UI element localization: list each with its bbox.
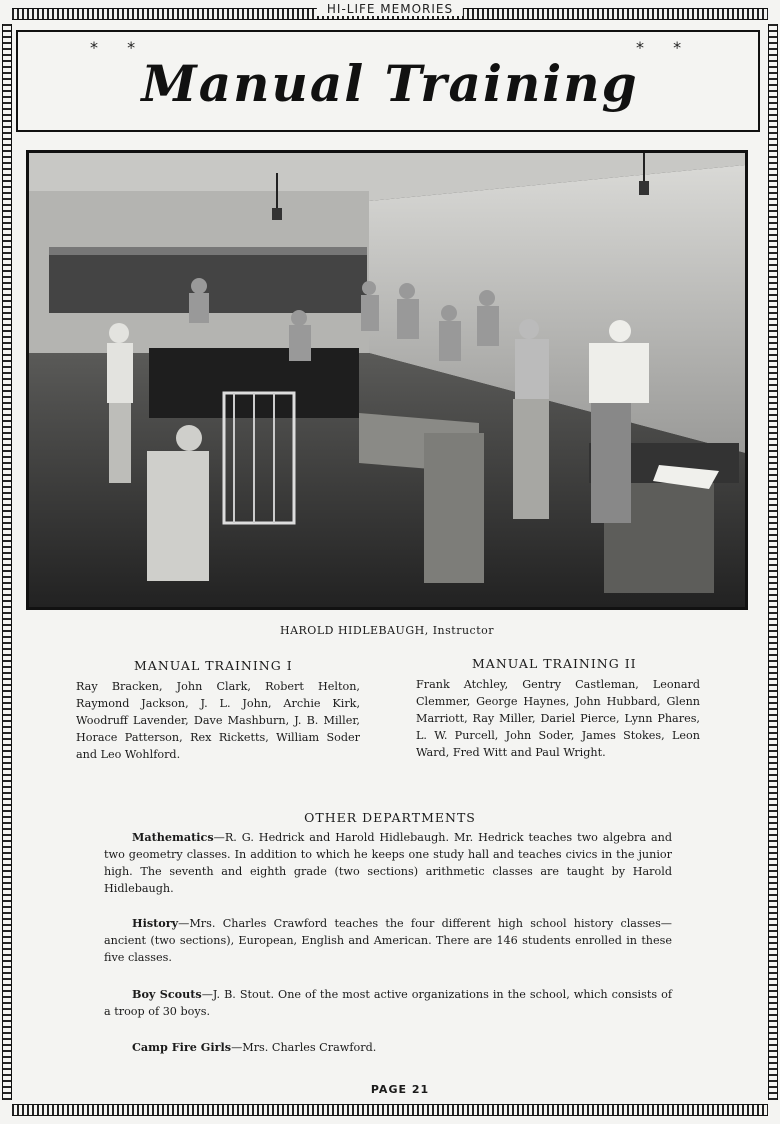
photo-caption: HAROLD HIDLEBAUGH, Instructor xyxy=(279,624,495,637)
department-text: —J. B. Stout. One of the most active organizations in the school, which consists of a troop of 30 boys. xyxy=(104,988,672,1018)
manual-training-1-heading: MANUAL TRAINING I xyxy=(134,658,293,673)
title-stars-left: * * xyxy=(90,38,148,57)
department-text: —Mrs. Charles Crawford. xyxy=(231,1041,377,1054)
department-history xyxy=(104,915,672,966)
page-number: PAGE 21 xyxy=(370,1083,430,1096)
workshop-photo-illustration xyxy=(29,153,745,607)
department-mathematics xyxy=(104,829,672,897)
department-text: —Mrs. Charles Crawford teaches the four different high school history classes—ancient (two sections), European, English and American. There are 146 students enrolled in these five classes. xyxy=(104,917,672,964)
department-camp-fire-girls xyxy=(104,1039,672,1056)
manual-training-1-names: Ray Bracken, John Clark, Robert Helton, Raymond Jackson, J. L. John, Archie Kirk, Woodruff Lavender, Dave Mashburn, J. B. Miller, Horace Patterson, Rex Ricketts, William Soder and Leo Wohlford. xyxy=(76,680,360,761)
bottom-ornament-border xyxy=(12,1104,768,1116)
right-ornament-border xyxy=(768,24,778,1100)
department-text: —R. G. Hedrick and Harold Hidlebaugh. Mr. Hedrick teaches two algebra and two geometry classes. In addition to which he keeps one study hall and teaches civics in the junior high. The seventh and eighth grade (two sections) arithmetic classes are taught by Harold Hidlebaugh. xyxy=(104,831,672,895)
department-boy-scouts xyxy=(104,986,672,1020)
manual-training-2-names: Frank Atchley, Gentry Castleman, Leonard Clemmer, George Haynes, John Hubbard, Glenn Marriott, Ray Miller, Dariel Pierce, Lynn Phares, L. W. Purcell, John Soder, James Stokes, Leon Ward, Fred Witt and Paul Wright. xyxy=(416,678,700,759)
other-departments-heading: OTHER DEPARTMENTS xyxy=(304,810,476,825)
department-name: Camp Fire Girls xyxy=(132,1040,232,1054)
page-title: Manual Training xyxy=(141,54,639,113)
title-stars-right: * * xyxy=(636,38,694,57)
workshop-photo xyxy=(26,150,748,610)
running-header: HI-LIFE MEMORIES xyxy=(317,2,463,16)
department-name: Mathematics xyxy=(132,830,214,844)
department-name: History xyxy=(132,916,179,930)
department-name: Boy Scouts xyxy=(132,987,202,1001)
left-ornament-border xyxy=(2,24,12,1100)
manual-training-2-heading: MANUAL TRAINING II xyxy=(472,656,637,671)
